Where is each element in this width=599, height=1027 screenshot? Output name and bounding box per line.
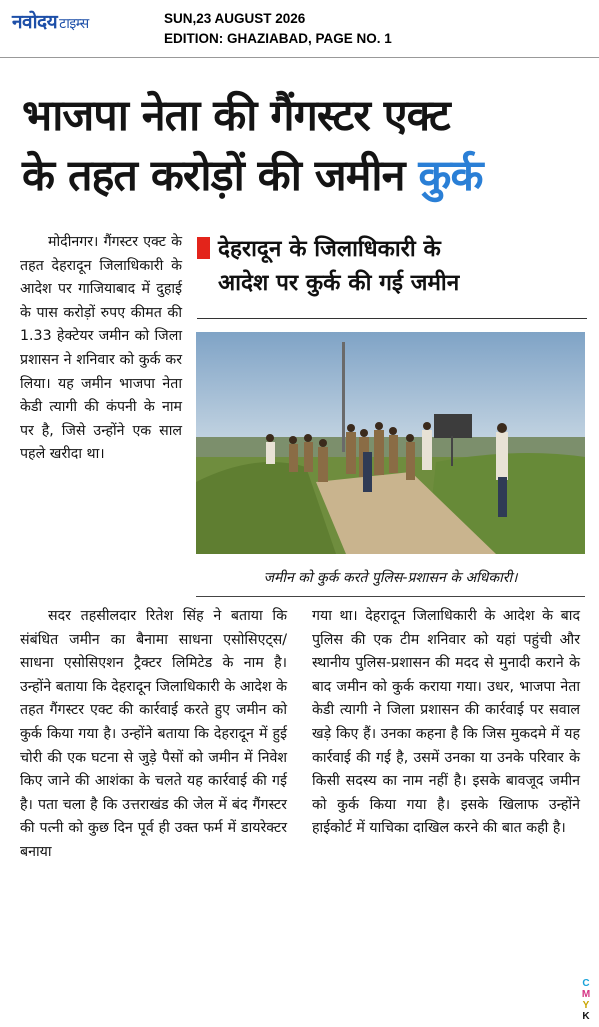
photo-caption: जमीन को कुर्क करते पुलिस-प्रशासन के अधिकारी। (263, 570, 518, 586)
logo-subtitle: टाइम्स (59, 16, 89, 32)
print-registration-marks (578, 978, 594, 1022)
caption-divider (196, 596, 585, 597)
intro-paragraph: मोदीनगर। गैंगस्टर एक्ट के तहत देहरादून जिलाधिकारी के आदेश पर गाजियाबाद में दुहाई के पास करोड़ों रुपए कीमत की 1.33 हेक्टेयर जमीन को जिला प्रशासन ने शनिवार को कुर्क कर लिया। यह जमीन भाजपा नेता केडी त्यागी की कंपनी के नाम पर है, जिसे उन्होंने एक साल पहले खरीदा था। (20, 234, 182, 463)
newspaper-logo (12, 10, 89, 36)
subheadline-divider (197, 318, 587, 319)
article-subheadline (197, 232, 587, 300)
news-photo (196, 332, 585, 554)
subhead-marker-icon (197, 237, 210, 259)
issue-date: SUN,23 AUGUST 2026 (164, 11, 306, 26)
article-column-right (312, 605, 580, 841)
article-column-left (20, 605, 287, 865)
headline-line-2 (22, 146, 582, 206)
article-headline (22, 86, 582, 206)
subheadline-line-1 (197, 232, 587, 266)
subheadline-text-1: देहरादून के जिलाधिकारी के (218, 236, 441, 262)
print-mark-c: C (582, 978, 590, 989)
issue-edition: EDITION: GHAZIABAD, PAGE NO. 1 (164, 31, 392, 46)
land-attachment-photo (196, 332, 585, 554)
article-intro-column (20, 231, 182, 467)
headline-line-2-main: के तहत करोड़ों की जमीन (22, 151, 405, 201)
body-paragraph-2: सदर तहसीलदार रितेश सिंह ने बताया कि संबंधित जमीन का बैनामा साधना एसोसिएट्स/साधना एसोसिएशन ट्रैक्टर लिमिटेड के नाम है। उन्होंने बताया कि देहरादून जिलाधिकारी के आदेश के तहत गैंगस्टर एक्ट की कार्रवाई करते हुए जमीन को कुर्क किया गया है। उन्होंने बताया कि देहरादून में हुई चोरी की एक घटना से जुड़े पैसों को जमीन में निवेश किए जाने की आशंका के चलते यह कार्रवाई की गई है। पता चला है कि उत्तराखंड की जेल में बंद गैंगस्टर की पत्नी को कुछ दिन पूर्व ही उक्त फर्म में डायरेक्टर बनाया (20, 608, 287, 860)
headline-line-1: भाजपा नेता की गैंगस्टर एक्ट (22, 91, 450, 141)
issue-info (164, 9, 392, 49)
masthead (0, 0, 599, 58)
print-mark-k: K (582, 1011, 590, 1022)
print-mark-m: M (581, 989, 591, 1000)
subheadline-line-2: आदेश पर कुर्क की गई जमीन (218, 270, 460, 296)
body-paragraph-3: गया था। देहरादून जिलाधिकारी के आदेश के बाद पुलिस की एक टीम शनिवार को यहां पहुंची और स्थानीय पुलिस-प्रशासन की मदद से मुनादी कराने के बाद जमीन को कुर्क कराया गया। उधर, भाजपा नेता केडी त्यागी ने जिला प्रशासन की कार्रवाई पर सवाल खड़े किए हैं। उनका कहना है कि जिस मुकदमे में यह कार्रवाई की गई है, उसमें उनका या उनके परिवार के किसी सदस्य का नाम नहीं है। इसके बावजूद जमीन को कुर्क किया गया है। इसके खिलाफ उन्होंने हाईकोर्ट में याचिका दाखिल करने की बात कही है। (312, 608, 580, 837)
print-mark-y: Y (582, 1000, 590, 1011)
headline-accent-word: कुर्क (418, 151, 483, 201)
logo-name: नवोदय (12, 11, 58, 33)
